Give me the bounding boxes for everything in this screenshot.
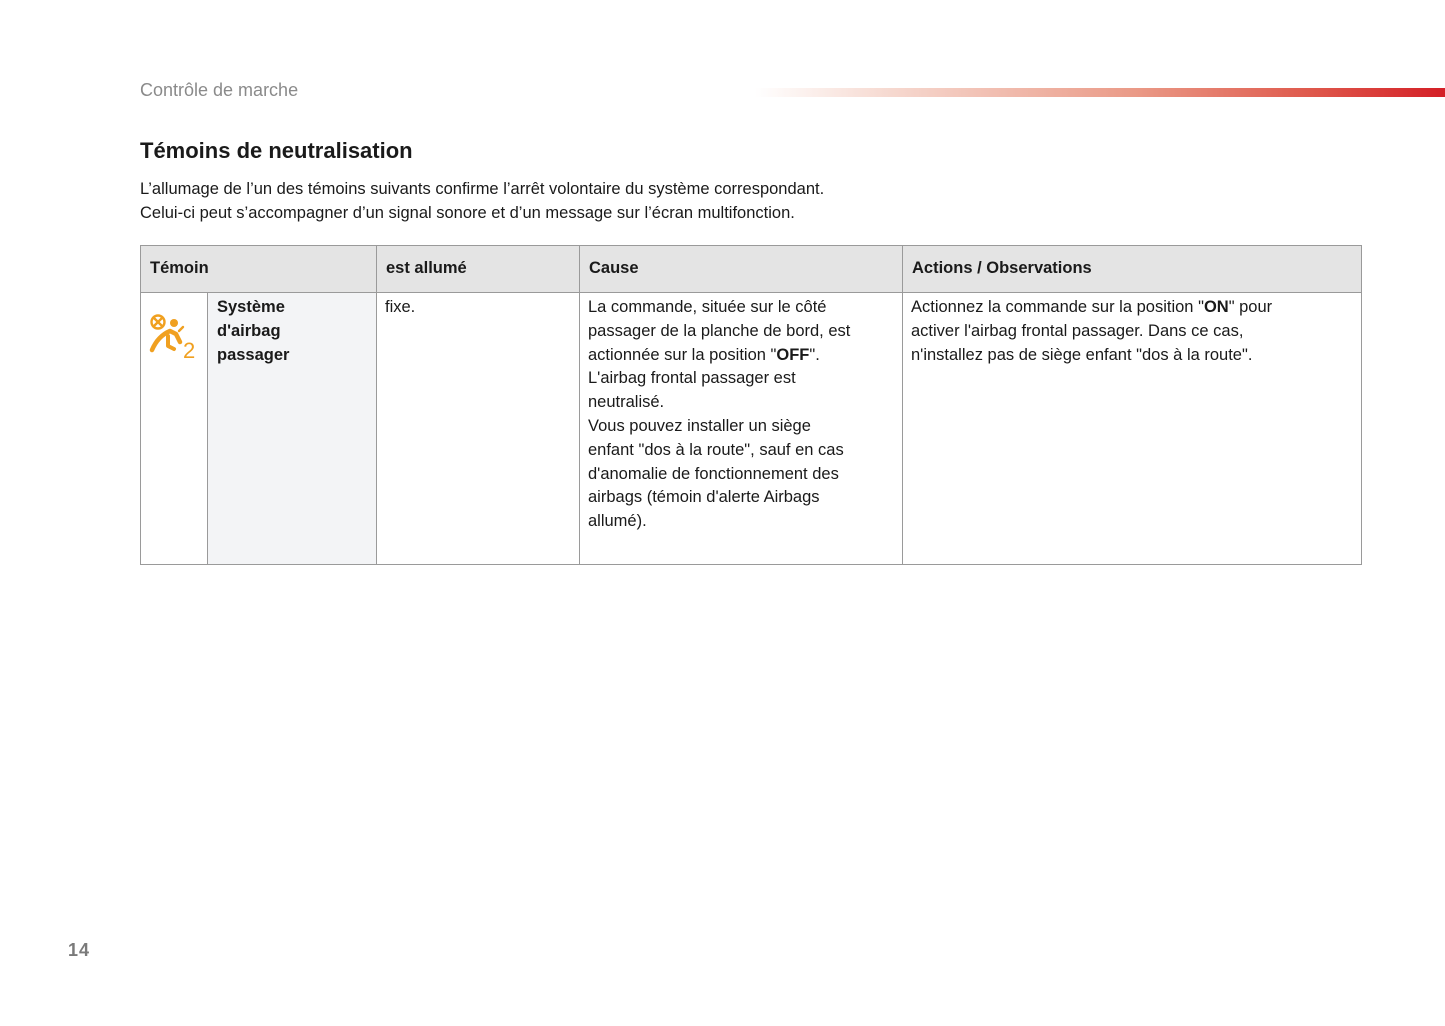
cause-line: allumé). [588, 512, 647, 531]
column-header-temoin: Témoin [141, 246, 377, 293]
cause-line [588, 344, 894, 368]
column-header-est-allume: est allumé [377, 246, 580, 293]
cause-cell [580, 293, 903, 565]
page-number: 14 [68, 940, 91, 960]
system-name-line: d'airbag [217, 321, 281, 340]
system-name-cell [208, 293, 377, 565]
cause-line: airbags (témoin d'alerte Airbags [588, 488, 820, 507]
system-name-line: Système [217, 298, 285, 316]
action-line: n'installez pas de siège enfant "dos à la route". [911, 345, 1253, 364]
cause-line: L'airbag frontal passager est [588, 369, 796, 388]
intro-line: L’allumage de l’un des témoins suivants confirme l’arrêt volontaire du système correspondant. [140, 180, 825, 198]
actions-cell [903, 293, 1362, 565]
table-row [141, 293, 1362, 565]
svg-text:2: 2 [183, 338, 196, 360]
table-header-row [141, 246, 1362, 293]
cause-line: enfant "dos à la route", sauf en cas [588, 440, 844, 459]
action-text: Actionnez la commande sur la position " [911, 298, 1204, 316]
section-title: Témoins de neutralisation [140, 138, 413, 163]
system-name-line: passager [217, 345, 290, 364]
on-keyword: ON [1203, 298, 1229, 316]
cause-line: passager de la planche de bord, est [588, 321, 851, 340]
column-header-actions: Actions / Observations [903, 246, 1362, 293]
cause-line: La commande, située sur le côté [588, 298, 827, 316]
cause-text: ". [809, 345, 820, 364]
action-text: " pour [1228, 298, 1273, 316]
running-header: Contrôle de marche [140, 80, 299, 100]
icon-cell [141, 293, 208, 565]
column-header-cause: Cause [580, 246, 903, 293]
intro-line: Celui-ci peut s’accompagner d’un signal sonore et d’un message sur l’écran multifonction. [140, 204, 795, 222]
action-line [911, 296, 1353, 320]
lit-state-cell: fixe. [377, 293, 580, 565]
passenger-airbag-off-icon [141, 307, 207, 367]
intro-text [140, 177, 824, 225]
action-line: activer l'airbag frontal passager. Dans ce cas, [911, 321, 1244, 340]
cause-line: neutralisé. [588, 393, 665, 412]
witness-table [140, 245, 1362, 565]
cause-line: d'anomalie de fonctionnement des [588, 464, 839, 483]
header-accent-bar [755, 88, 1445, 97]
cause-text: actionnée sur la position " [588, 345, 777, 364]
cause-line: Vous pouvez installer un siège [588, 416, 811, 435]
off-keyword: OFF [776, 345, 810, 364]
